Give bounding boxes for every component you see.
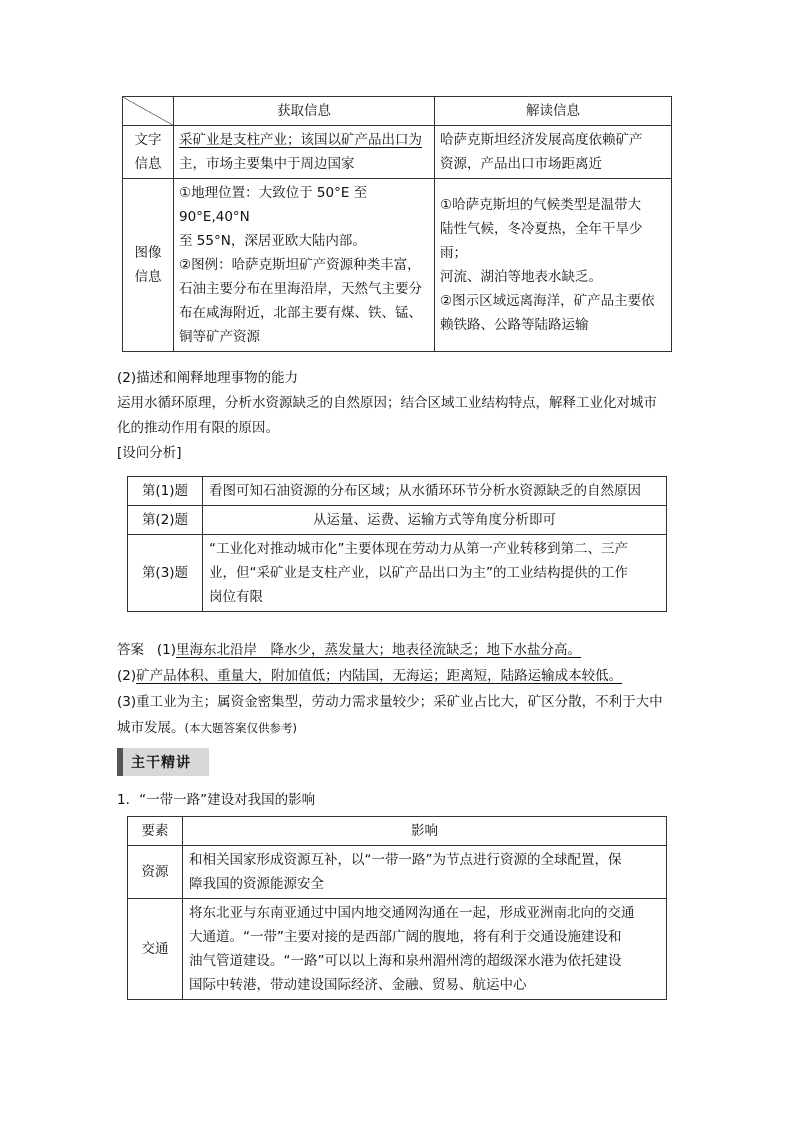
answer-label: 答案 (117, 642, 144, 658)
answer-2: 矿产品体积、重量大，附加值低；内陆国，无海运；距离短，陆路运输成本较低。 (136, 668, 623, 684)
table-row (128, 477, 667, 506)
banner-bar (117, 748, 123, 776)
banner-title: 主干精讲 (131, 755, 191, 771)
answer-line-2: (2)矿产品体积、重量大，附加值低；内陆国，无海运；距离短，陆路运输成本较低。 (117, 668, 623, 684)
resource-impact: 和相关国家形成资源互补，以“一带一路”为节点进行资源的全球配置，保 障我国的资源能源安全 (183, 846, 667, 899)
question-2-label: 第(2)题 (128, 506, 203, 535)
header-element: 要素 (128, 817, 183, 846)
table-row (128, 846, 667, 899)
question-analysis-heading: [设问分析] (117, 445, 182, 461)
answer-3-line2: 城市发展。(本大题答案仅供参考) (117, 720, 297, 736)
header-read-info: 解读信息 (435, 97, 672, 126)
question-2-text: 从运量、运费、运输方式等角度分析即可 (203, 506, 667, 535)
ability-text-line2: 化的推动作用有限的原因。 (117, 420, 279, 436)
belt-road-heading: 1．“一带一路”建设对我国的影响 (117, 792, 316, 808)
image-info-get: ①地理位置：大致位于 50°E 至 90°E,40°N 至 55°N，深居亚欧大陆内部。 ②图例：哈萨克斯坦矿产资源种类丰富， 石油主要分布在里海沿岸，天然气主要分 布在咸海附近，北部主要有煤、铁、锰、 铜等矿产资源 (174, 179, 435, 352)
text-info-get: 采矿业是支柱产业；该国以矿产品出口为 主，市场主要集中于周边国家 (174, 126, 435, 179)
resource-label: 资源 (128, 846, 183, 899)
ability-text-line1: 运用水循环原理，分析水资源缺乏的自然原因；结合区域工业结构特点，解释工业化对城市 (117, 395, 657, 411)
question-1-text: 看图可知石油资源的分布区域；从水循环环节分析水资源缺乏的自然原因 (203, 477, 667, 506)
answer-line-1: 答案 (1)里海东北沿岸 降水少，蒸发量大；地表径流缺乏；地下水盐分高。 (117, 642, 581, 658)
transport-impact: 将东北亚与东南亚通过中国内地交通网沟通在一起，形成亚洲南北向的交通 大通道。“一带”主要对接的是西部广阔的腹地，将有利于交通设施建设和 油气管道建设。“一路”可以以上海和泉州湄州湾的超级深水港为依托建设 国际中转港，带动建设国际经济、金融、贸易、航运中心 (183, 899, 667, 1000)
question-1-label: 第(1)题 (128, 477, 203, 506)
section-banner (117, 748, 209, 776)
table-header-row (128, 817, 667, 846)
question-3-text: “工业化对推动城市化”主要体现在劳动力从第一产业转移到第二、三产 业，但“采矿业是支柱产业，以矿产品出口为主”的工业结构提供的工作 岗位有限 (203, 535, 667, 612)
header-get-info: 获取信息 (174, 97, 435, 126)
diagonal-corner-cell (123, 97, 174, 126)
table-row (123, 126, 672, 179)
table-row (128, 506, 667, 535)
info-table (122, 96, 672, 352)
row-label-image-info: 图像 信息 (123, 179, 174, 352)
header-impact: 影响 (183, 817, 667, 846)
belt-road-impact-table (127, 816, 667, 1000)
answer-3-line1: (3)重工业为主；属资金密集型，劳动力需求量较少；采矿业占比大，矿区分散，不利于大中 (117, 694, 663, 710)
answer-1: 里海东北沿岸 降水少，蒸发量大；地表径流缺乏；地下水盐分高。 (176, 642, 581, 658)
answer-section (117, 637, 679, 741)
table-row (128, 535, 667, 612)
image-info-read: ①哈萨克斯坦的气候类型是温带大 陆性气候，冬冷夏热，全年干旱少雨； 河流、湖泊等地表水缺乏。 ②图示区域远离海洋，矿产品主要依 赖铁路、公路等陆路运输 (435, 179, 672, 352)
ability-title: (2)描述和阐释地理事物的能力 (117, 370, 299, 386)
table-row (128, 899, 667, 1000)
table-row (123, 179, 672, 352)
info-table-header (123, 97, 672, 126)
text-info-read: 哈萨克斯坦经济发展高度依赖矿产 资源，产品出口市场距离近 (435, 126, 672, 179)
question-analysis-table (127, 476, 667, 612)
question-3-label: 第(3)题 (128, 535, 203, 612)
ability-section (117, 366, 679, 466)
row-label-text-info: 文字 信息 (123, 126, 174, 179)
answer-note: (本大题答案仅供参考) (184, 721, 297, 735)
transport-label: 交通 (128, 899, 183, 1000)
